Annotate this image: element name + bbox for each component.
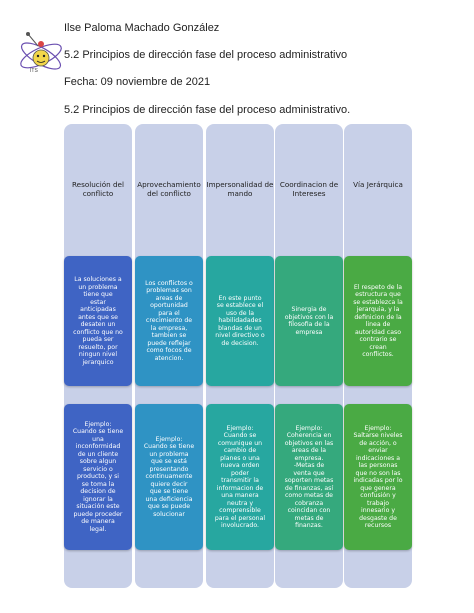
column-aprovechamiento xyxy=(135,124,203,588)
example-card xyxy=(344,404,412,550)
column-via-jerarquica xyxy=(344,124,412,588)
example-text: Ejemplo: Saltarse niveles de acción, o enviar indicaciones a las personas que no son las indicadas por lo que genera confusión y trabajo innesario y desgaste de recursos xyxy=(353,424,403,529)
atom-mascot-logo xyxy=(16,28,66,80)
document-date: Fecha: 09 noviembre de 2021 xyxy=(64,76,211,88)
column-title: Aprovechamiento del conflicto xyxy=(137,180,201,198)
example-text: Ejemplo: Cuando se comunique un cambio de planes o una nueva orden poder transmitir la informacion de una manera neutra y comprensible para el personal involucrado. xyxy=(214,424,266,529)
column-title: Vía Jerárquica xyxy=(353,180,403,189)
principle-text: Los conflictos o problemas son areas de oportunidad para el crecimiento de la empresa, tambien se puede reflejar como focos de atencion. xyxy=(145,279,193,362)
example-card xyxy=(64,404,132,550)
column-coordinacion xyxy=(275,124,343,588)
example-text: Ejemplo: Cuando se tiene un problema que se está presentando continuamente quiere decir que se tiene una deficiencia que se puede solucionar xyxy=(143,435,195,518)
example-card xyxy=(275,404,343,550)
column-title: Coordinacion de Intereses xyxy=(279,180,339,198)
document-subtitle: 5.2 Principios de dirección fase del proceso administrativo xyxy=(64,49,348,61)
principle-text: La soluciones a un problema tiene que estar anticipadas antes que se desaten un conflicto que no pueda ser resuelto, por ningun nivel jerarquico xyxy=(73,276,123,366)
principle-card xyxy=(344,256,412,386)
column-title: Impersonalidad de mando xyxy=(206,180,274,198)
column-resolucion xyxy=(64,124,132,588)
diagram-heading: 5.2 Principios de dirección fase del proceso administrativo. xyxy=(64,104,351,116)
principle-text: El respeto de la estructura que se establezca la jerarquia, y la definicion de la linea de autoridad caso contrario se crean conflictos. xyxy=(353,283,403,358)
column-title: Resolución del conflicto xyxy=(72,180,124,198)
example-text: Ejemplo: Cuando se tiene una inconformidad de un cliente sobre algun servicio o producto, y si se toma la decision de ignorar la situación este puede proceder de manera legal. xyxy=(72,420,124,533)
author-name: Ilse Paloma Machado González xyxy=(64,22,220,34)
example-card xyxy=(135,404,203,550)
principle-text: En este punto se establece el uso de la habilidadades blandas de un nivel directivo o de decision. xyxy=(215,294,265,347)
principle-card xyxy=(206,256,274,386)
column-impersonalidad xyxy=(206,124,274,588)
example-card xyxy=(206,404,274,550)
example-text: Ejemplo: Coherencia en objetivos en las areas de la empresa. -Metas de venta que soporten metas de finanzas, así como metas de cobranza coincidan con metas de finanzas. xyxy=(284,424,334,529)
principle-text: Sinergia de objetivos con la filosofia de la empresa xyxy=(284,306,334,336)
principle-card xyxy=(275,256,343,386)
principle-card xyxy=(135,256,203,386)
logo-badge: ITS xyxy=(30,68,38,74)
principle-card xyxy=(64,256,132,386)
